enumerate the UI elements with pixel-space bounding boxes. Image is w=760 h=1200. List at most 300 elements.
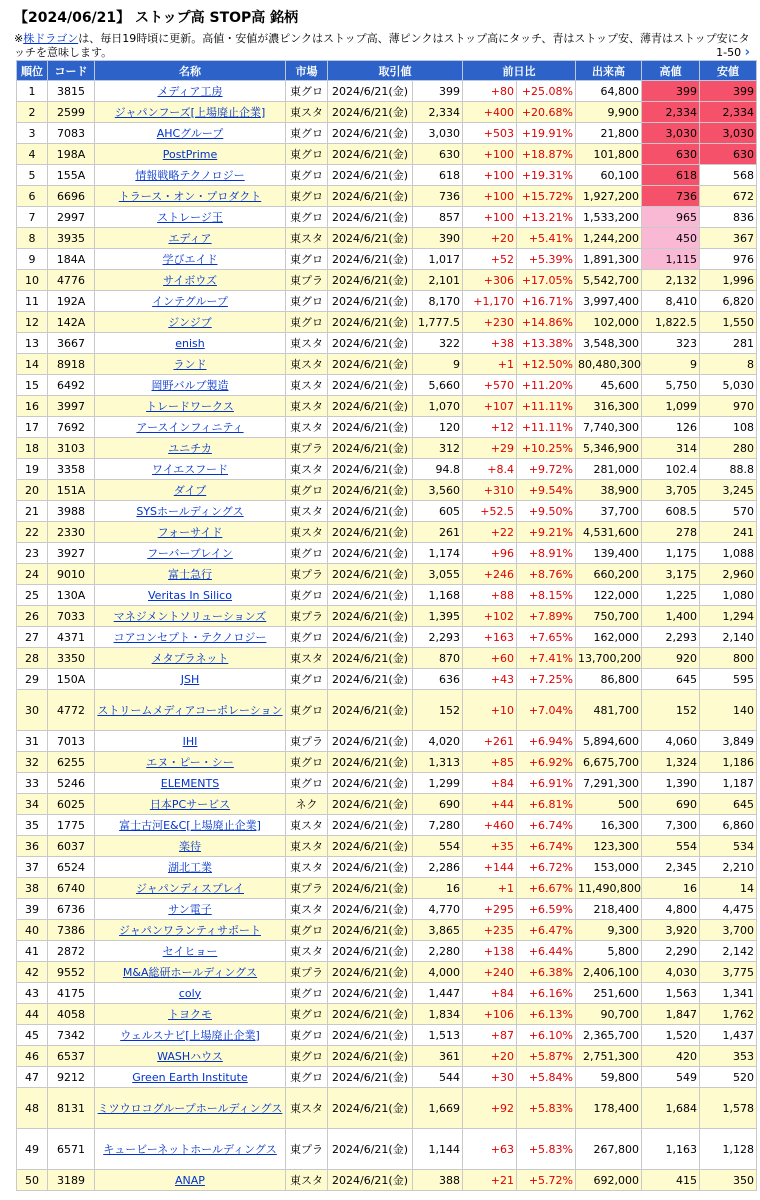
col-volume[interactable]: 出来高: [576, 61, 642, 81]
name-cell: [95, 794, 286, 815]
low-cell: 3,030: [700, 123, 757, 144]
name-cell: [95, 270, 286, 291]
name-cell: [95, 417, 286, 438]
high-cell: 314: [642, 438, 700, 459]
high-cell: 4,800: [642, 899, 700, 920]
stock-name-link[interactable]: ダイブ: [173, 483, 207, 497]
stock-name-link[interactable]: 学びエイド: [162, 252, 218, 266]
price-cell: 322: [413, 333, 463, 354]
code-cell: 3997: [48, 396, 95, 417]
market-cell: 東スタ: [286, 815, 328, 836]
stock-name-link[interactable]: 富士急行: [168, 567, 212, 581]
change-cell: +246: [463, 564, 517, 585]
code-cell: 6740: [48, 878, 95, 899]
price-cell: 16: [413, 878, 463, 899]
volume-cell: 2,365,700: [576, 1025, 642, 1046]
market-cell: 東グロ: [286, 669, 328, 690]
stock-name-link[interactable]: 岡野バルブ製造: [151, 378, 229, 392]
table-row: [17, 1025, 757, 1046]
table-row: [17, 773, 757, 794]
stock-name-link[interactable]: 情報戦略テクノロジー: [135, 168, 245, 182]
change-cell: +460: [463, 815, 517, 836]
price-cell: 3,865: [413, 920, 463, 941]
date-cell: 2024/6/21(金): [328, 501, 413, 522]
kabu-dragon-link[interactable]: 株ドラゴン: [23, 32, 79, 45]
change-pct-cell: +5.72%: [517, 1170, 576, 1191]
name-cell: [95, 669, 286, 690]
volume-cell: 267,800: [576, 1129, 642, 1170]
date-cell: 2024/6/21(金): [328, 1046, 413, 1067]
stock-name-link[interactable]: IHI: [182, 734, 198, 748]
low-cell: 2,960: [700, 564, 757, 585]
date-cell: 2024/6/21(金): [328, 585, 413, 606]
date-cell: 2024/6/21(金): [328, 962, 413, 983]
stock-name-link[interactable]: AHCグループ: [156, 126, 224, 140]
table-row: [17, 962, 757, 983]
rank-cell: 4: [17, 144, 48, 165]
rank-cell: 2: [17, 102, 48, 123]
col-change[interactable]: 前日比: [463, 61, 576, 81]
stock-name-link[interactable]: ジャパンフーズ[上場廃止企業]: [114, 105, 266, 119]
low-cell: 353: [700, 1046, 757, 1067]
table-row: [17, 459, 757, 480]
high-cell: 5,750: [642, 375, 700, 396]
stock-name-link[interactable]: マネジメントソリューションズ: [113, 609, 267, 623]
code-cell: 3927: [48, 543, 95, 564]
low-cell: 836: [700, 207, 757, 228]
col-name[interactable]: 名称: [95, 61, 286, 81]
stock-name-link[interactable]: エディア: [168, 231, 212, 245]
price-cell: 1,513: [413, 1025, 463, 1046]
market-cell: 東スタ: [286, 857, 328, 878]
rank-cell: 12: [17, 312, 48, 333]
volume-cell: 281,000: [576, 459, 642, 480]
code-cell: 6037: [48, 836, 95, 857]
volume-cell: 7,291,300: [576, 773, 642, 794]
date-cell: 2024/6/21(金): [328, 899, 413, 920]
stock-name-link[interactable]: 湖北工業: [168, 860, 212, 874]
market-cell: 東グロ: [286, 312, 328, 333]
stock-name-link[interactable]: ストリームメディアコーポレーション: [97, 703, 283, 717]
date-cell: 2024/6/21(金): [328, 186, 413, 207]
code-cell: 6696: [48, 186, 95, 207]
table-row: [17, 501, 757, 522]
rank-cell: 24: [17, 564, 48, 585]
change-pct-cell: +5.39%: [517, 249, 576, 270]
change-cell: +100: [463, 186, 517, 207]
high-cell: 736: [642, 186, 700, 207]
price-cell: 690: [413, 794, 463, 815]
stock-name-link[interactable]: セイヒョー: [162, 944, 218, 958]
low-cell: 241: [700, 522, 757, 543]
code-cell: 3103: [48, 438, 95, 459]
change-cell: +38: [463, 333, 517, 354]
code-cell: 4058: [48, 1004, 95, 1025]
date-cell: 2024/6/21(金): [328, 648, 413, 669]
stock-name-link[interactable]: サイボウズ: [163, 273, 217, 287]
low-cell: 88.8: [700, 459, 757, 480]
table-row: [17, 354, 757, 375]
high-cell: 2,345: [642, 857, 700, 878]
stock-name-link[interactable]: ランド: [173, 357, 207, 371]
low-cell: 140: [700, 690, 757, 731]
table-row: [17, 1129, 757, 1170]
col-code[interactable]: コード: [48, 61, 95, 81]
code-cell: 198A: [48, 144, 95, 165]
date-cell: 2024/6/21(金): [328, 480, 413, 501]
market-cell: 東グロ: [286, 1046, 328, 1067]
price-cell: 3,030: [413, 123, 463, 144]
date-cell: 2024/6/21(金): [328, 438, 413, 459]
code-cell: 3667: [48, 333, 95, 354]
market-cell: 東グロ: [286, 186, 328, 207]
low-cell: 2,334: [700, 102, 757, 123]
col-market[interactable]: 市場: [286, 61, 328, 81]
table-row: [17, 417, 757, 438]
code-cell: 155A: [48, 165, 95, 186]
stock-name-link[interactable]: ウェルスナビ[上場廃止企業]: [120, 1028, 260, 1042]
market-cell: 東スタ: [286, 522, 328, 543]
code-cell: 7386: [48, 920, 95, 941]
stop-high-table: [16, 60, 757, 1191]
rank-cell: 13: [17, 333, 48, 354]
change-pct-cell: +6.13%: [517, 1004, 576, 1025]
market-cell: 東プラ: [286, 962, 328, 983]
stock-name-link[interactable]: アースインフィニティ: [136, 420, 244, 434]
name-cell: [95, 354, 286, 375]
name-cell: [95, 690, 286, 731]
change-cell: +88: [463, 585, 517, 606]
volume-cell: 1,244,200: [576, 228, 642, 249]
name-cell: [95, 627, 286, 648]
stock-name-link[interactable]: トレードワークス: [146, 399, 234, 413]
table-row: [17, 81, 757, 102]
name-cell: [95, 1046, 286, 1067]
price-cell: 2,334: [413, 102, 463, 123]
change-cell: +261: [463, 731, 517, 752]
code-cell: 3988: [48, 501, 95, 522]
volume-cell: 500: [576, 794, 642, 815]
price-cell: 1,168: [413, 585, 463, 606]
low-cell: 5,030: [700, 375, 757, 396]
stock-name-link[interactable]: SYSホールディングス: [136, 504, 244, 518]
change-cell: +163: [463, 627, 517, 648]
volume-cell: 37,700: [576, 501, 642, 522]
stock-name-link[interactable]: フーバーブレイン: [147, 546, 233, 560]
stock-name-link[interactable]: サン電子: [168, 902, 212, 916]
volume-cell: 6,675,700: [576, 752, 642, 773]
price-cell: 7,280: [413, 815, 463, 836]
price-cell: 605: [413, 501, 463, 522]
date-cell: 2024/6/21(金): [328, 1004, 413, 1025]
change-pct-cell: +6.74%: [517, 836, 576, 857]
code-cell: 9552: [48, 962, 95, 983]
col-high[interactable]: 高値: [642, 61, 700, 81]
high-cell: 1,847: [642, 1004, 700, 1025]
stock-name-link[interactable]: 富士古河E&C[上場廃止企業]: [119, 818, 261, 832]
volume-cell: 1,533,200: [576, 207, 642, 228]
high-cell: 1,563: [642, 983, 700, 1004]
name-cell: [95, 606, 286, 627]
price-cell: 554: [413, 836, 463, 857]
change-pct-cell: +6.92%: [517, 752, 576, 773]
stock-name-link[interactable]: フォーサイド: [157, 525, 223, 539]
pager: [716, 46, 750, 60]
name-cell: [95, 102, 286, 123]
volume-cell: 5,800: [576, 941, 642, 962]
low-cell: 367: [700, 228, 757, 249]
stock-name-link[interactable]: enish: [175, 336, 205, 350]
change-pct-cell: +6.16%: [517, 983, 576, 1004]
code-cell: 4776: [48, 270, 95, 291]
table-row: [17, 690, 757, 731]
stock-name-link[interactable]: WASHハウス: [157, 1049, 223, 1063]
name-cell: [95, 459, 286, 480]
high-cell: 4,030: [642, 962, 700, 983]
change-cell: +400: [463, 102, 517, 123]
table-row: [17, 752, 757, 773]
stock-name-link[interactable]: ANAP: [175, 1173, 205, 1187]
low-cell: 630: [700, 144, 757, 165]
volume-cell: 750,700: [576, 606, 642, 627]
market-cell: 東グロ: [286, 983, 328, 1004]
name-cell: [95, 585, 286, 606]
change-cell: +310: [463, 480, 517, 501]
stock-name-link[interactable]: ワイエスフード: [152, 462, 228, 476]
high-cell: 2,334: [642, 102, 700, 123]
name-cell: [95, 1004, 286, 1025]
stock-name-link[interactable]: メディア工房: [157, 84, 223, 98]
change-pct-cell: +25.08%: [517, 81, 576, 102]
name-cell: [95, 333, 286, 354]
code-cell: 2997: [48, 207, 95, 228]
rank-cell: 47: [17, 1067, 48, 1088]
stock-name-link[interactable]: coly: [178, 986, 202, 1000]
volume-cell: 3,997,400: [576, 291, 642, 312]
high-cell: 3,030: [642, 123, 700, 144]
table-row: [17, 878, 757, 899]
stock-name-link[interactable]: 日本PCサービス: [149, 797, 231, 811]
low-cell: 1,294: [700, 606, 757, 627]
date-cell: 2024/6/21(金): [328, 228, 413, 249]
code-cell: 6537: [48, 1046, 95, 1067]
change-pct-cell: +12.50%: [517, 354, 576, 375]
table-row: [17, 1088, 757, 1129]
change-pct-cell: +6.38%: [517, 962, 576, 983]
high-cell: 690: [642, 794, 700, 815]
price-cell: 1,313: [413, 752, 463, 773]
code-cell: 2330: [48, 522, 95, 543]
low-cell: 595: [700, 669, 757, 690]
volume-cell: 251,600: [576, 983, 642, 1004]
change-pct-cell: +6.81%: [517, 794, 576, 815]
change-cell: +235: [463, 920, 517, 941]
low-cell: 3,700: [700, 920, 757, 941]
high-cell: 420: [642, 1046, 700, 1067]
rank-cell: 23: [17, 543, 48, 564]
rank-cell: 3: [17, 123, 48, 144]
low-cell: 1,996: [700, 270, 757, 291]
stock-name-link[interactable]: ジャパンディスプレイ: [136, 881, 244, 895]
volume-cell: 9,300: [576, 920, 642, 941]
stock-name-link[interactable]: ミツウロコグループホールディングス: [97, 1101, 283, 1115]
low-cell: 280: [700, 438, 757, 459]
change-pct-cell: +19.91%: [517, 123, 576, 144]
rank-cell: 11: [17, 291, 48, 312]
col-rank[interactable]: 順位: [17, 61, 48, 81]
price-cell: 3,055: [413, 564, 463, 585]
stock-name-link[interactable]: Veritas In Silico: [148, 588, 232, 602]
change-cell: +84: [463, 983, 517, 1004]
name-cell: [95, 962, 286, 983]
volume-cell: 64,800: [576, 81, 642, 102]
volume-cell: 481,700: [576, 690, 642, 731]
market-cell: 東スタ: [286, 354, 328, 375]
table-row: [17, 438, 757, 459]
high-cell: 554: [642, 836, 700, 857]
rank-cell: 33: [17, 773, 48, 794]
market-cell: 東グロ: [286, 81, 328, 102]
change-cell: +52: [463, 249, 517, 270]
stock-name-link[interactable]: コアコンセプト・テクノロジー: [113, 630, 267, 644]
low-cell: 2,140: [700, 627, 757, 648]
change-pct-cell: +6.67%: [517, 878, 576, 899]
next-page-icon[interactable]: ›: [744, 45, 750, 60]
market-cell: 東スタ: [286, 375, 328, 396]
stock-name-link[interactable]: ジャパンワランティサポート: [119, 923, 261, 937]
code-cell: 4772: [48, 690, 95, 731]
volume-cell: 60,100: [576, 165, 642, 186]
price-cell: 1,174: [413, 543, 463, 564]
name-cell: [95, 564, 286, 585]
code-cell: 4175: [48, 983, 95, 1004]
low-cell: 14: [700, 878, 757, 899]
code-cell: 3189: [48, 1170, 95, 1191]
rank-cell: 36: [17, 836, 48, 857]
change-cell: +30: [463, 1067, 517, 1088]
stock-name-link[interactable]: ユニチカ: [168, 441, 212, 455]
stock-name-link[interactable]: 楽待: [179, 839, 201, 853]
market-cell: 東プラ: [286, 1129, 328, 1170]
code-cell: 8131: [48, 1088, 95, 1129]
code-cell: 6255: [48, 752, 95, 773]
stock-name-link[interactable]: エヌ・ピー・シー: [146, 755, 234, 769]
high-cell: 645: [642, 669, 700, 690]
change-cell: +20: [463, 1046, 517, 1067]
price-cell: 4,000: [413, 962, 463, 983]
name-cell: [95, 836, 286, 857]
high-cell: 8,410: [642, 291, 700, 312]
stock-name-link[interactable]: トヨクモ: [168, 1007, 212, 1021]
stock-name-link[interactable]: PostPrime: [162, 147, 218, 161]
stock-name-link[interactable]: メタプラネット: [151, 651, 229, 665]
market-cell: ネク: [286, 794, 328, 815]
col-trade-value[interactable]: 取引値: [328, 61, 463, 81]
high-cell: 608.5: [642, 501, 700, 522]
change-pct-cell: +9.50%: [517, 501, 576, 522]
rank-cell: 49: [17, 1129, 48, 1170]
market-cell: 東グロ: [286, 144, 328, 165]
change-pct-cell: +7.89%: [517, 606, 576, 627]
market-cell: 東スタ: [286, 228, 328, 249]
volume-cell: 86,800: [576, 669, 642, 690]
volume-cell: 1,891,300: [576, 249, 642, 270]
price-cell: 2,280: [413, 941, 463, 962]
price-cell: 2,293: [413, 627, 463, 648]
high-cell: 1,324: [642, 752, 700, 773]
change-pct-cell: +13.38%: [517, 333, 576, 354]
name-cell: [95, 878, 286, 899]
change-cell: +10: [463, 690, 517, 731]
name-cell: [95, 543, 286, 564]
change-cell: +1: [463, 878, 517, 899]
stock-name-link[interactable]: JSH: [180, 672, 200, 686]
date-cell: 2024/6/21(金): [328, 983, 413, 1004]
volume-cell: 7,740,300: [576, 417, 642, 438]
market-cell: 東プラ: [286, 878, 328, 899]
price-cell: 857: [413, 207, 463, 228]
stock-name-link[interactable]: ストレージ王: [157, 210, 223, 224]
change-pct-cell: +18.87%: [517, 144, 576, 165]
stock-name-link[interactable]: トラース・オン・プロダクト: [118, 189, 262, 203]
change-pct-cell: +6.47%: [517, 920, 576, 941]
stock-name-link[interactable]: ジンジブ: [168, 315, 212, 329]
low-cell: 970: [700, 396, 757, 417]
price-cell: 1,144: [413, 1129, 463, 1170]
volume-cell: 9,900: [576, 102, 642, 123]
stock-name-link[interactable]: インテグループ: [152, 294, 228, 308]
col-low[interactable]: 安値: [700, 61, 757, 81]
high-cell: 549: [642, 1067, 700, 1088]
rank-cell: 5: [17, 165, 48, 186]
volume-cell: 5,894,600: [576, 731, 642, 752]
stock-name-link[interactable]: M&A総研ホールディングス: [122, 965, 258, 979]
date-cell: 2024/6/21(金): [328, 878, 413, 899]
high-cell: 4,060: [642, 731, 700, 752]
low-cell: 570: [700, 501, 757, 522]
rank-cell: 20: [17, 480, 48, 501]
date-cell: 2024/6/21(金): [328, 752, 413, 773]
low-cell: 3,775: [700, 962, 757, 983]
high-cell: 965: [642, 207, 700, 228]
price-cell: 4,770: [413, 899, 463, 920]
price-cell: 2,101: [413, 270, 463, 291]
table-row: [17, 228, 757, 249]
rank-cell: 32: [17, 752, 48, 773]
stock-name-link[interactable]: Green Earth Institute: [132, 1070, 248, 1084]
change-pct-cell: +19.31%: [517, 165, 576, 186]
low-cell: 1,550: [700, 312, 757, 333]
change-cell: +20: [463, 228, 517, 249]
date-cell: 2024/6/21(金): [328, 207, 413, 228]
change-cell: +100: [463, 207, 517, 228]
change-pct-cell: +5.83%: [517, 1129, 576, 1170]
date-cell: 2024/6/21(金): [328, 396, 413, 417]
stock-name-link[interactable]: ELEMENTS: [160, 776, 220, 790]
name-cell: [95, 165, 286, 186]
change-cell: +87: [463, 1025, 517, 1046]
name-cell: [95, 1170, 286, 1191]
high-cell: 102.4: [642, 459, 700, 480]
rank-cell: 9: [17, 249, 48, 270]
volume-cell: 101,800: [576, 144, 642, 165]
low-cell: 3,849: [700, 731, 757, 752]
rank-cell: 19: [17, 459, 48, 480]
table-row: [17, 669, 757, 690]
price-cell: 630: [413, 144, 463, 165]
volume-cell: 162,000: [576, 627, 642, 648]
stock-name-link[interactable]: キュービーネットホールディングス: [103, 1142, 277, 1156]
